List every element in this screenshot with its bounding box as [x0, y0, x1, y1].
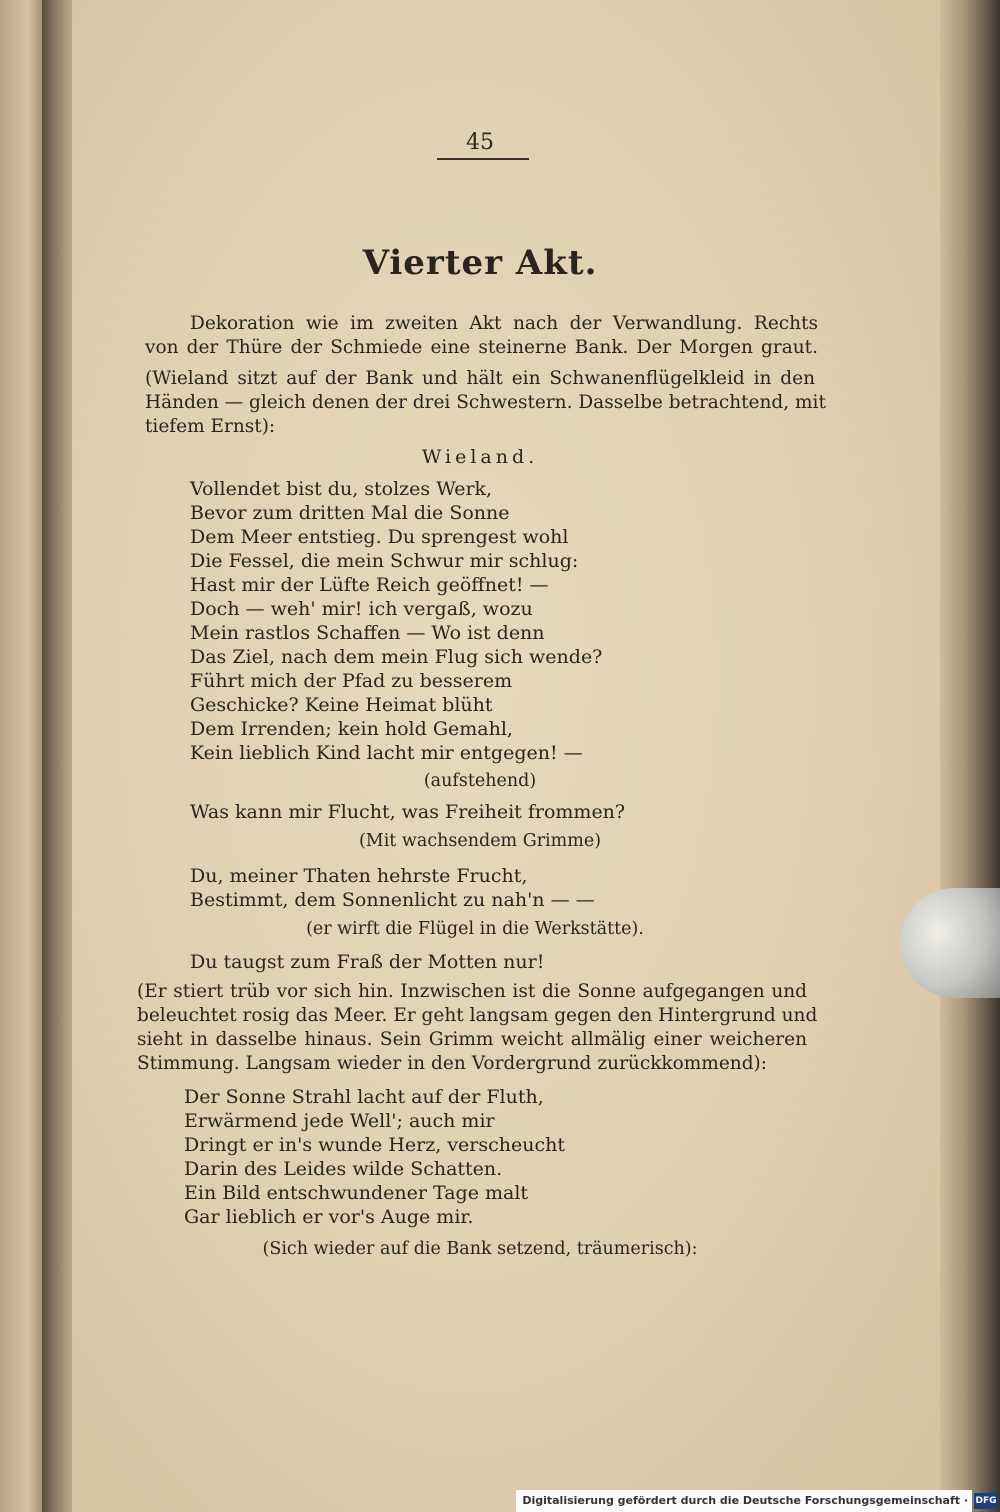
verse-line: Bestimmt, dem Sonnenlicht zu nah'n — — — [190, 889, 595, 911]
verse-line: Geschicke? Keine Heimat blüht — [190, 694, 493, 716]
stage-action-line: beleuchtet rosig das Meer. Er geht langsam gegen den Hintergrund und — [137, 1005, 818, 1026]
verse-line: Kein lieblich Kind lacht mir entgegen! — — [190, 742, 583, 764]
stage-action-line: sieht in dasselbe hinaus. Sein Grimm weicht allmälig einer weicheren — [137, 1029, 807, 1050]
stage-action-line: tiefem Ernst): — [145, 416, 276, 437]
dfg-logo: DFG — [974, 1493, 998, 1509]
page-stack-edge — [940, 0, 1000, 1512]
stage-action-line: (Wieland sitzt auf der Bank und hält ein Schwanenflügelkleid in den — [145, 368, 815, 389]
credit-text: Digitalisierung gefördert durch die Deutsche Forschungsgemeinschaft · — [522, 1494, 968, 1507]
stage-direction: (aufstehend) — [423, 771, 537, 791]
stage-direction: (Sich wieder auf die Bank setzend, träumerisch): — [262, 1239, 698, 1259]
verse-line: Dem Meer entstieg. Du sprengest wohl — [190, 526, 569, 548]
page-number: 45 — [466, 130, 494, 155]
stage-action-line: (Er stiert trüb vor sich hin. Inzwischen ist die Sonne aufgegangen und — [137, 981, 807, 1002]
verse-line: Du taugst zum Fraß der Motten nur! — [190, 951, 545, 973]
verse-line: Ein Bild entschwundener Tage malt — [184, 1182, 529, 1204]
digitization-credit — [516, 1490, 972, 1512]
stage-action-line: Händen — gleich denen der drei Schwestern. Dasselbe betrachtend, mit — [145, 392, 826, 413]
verse-line: Mein rastlos Schaffen — Wo ist denn — [190, 622, 545, 644]
verse-line: Hast mir der Lüfte Reich geöffnet! — — [190, 574, 549, 596]
stage-direction: (er wirft die Flügel in die Werkstätte). — [306, 919, 644, 939]
page-number-rule — [437, 158, 529, 160]
verse-line: Erwärmend jede Well'; auch mir — [184, 1110, 495, 1132]
verse-line: Der Sonne Strahl lacht auf der Fluth, — [184, 1086, 544, 1108]
verse-line: Vollendet bist du, stolzes Werk, — [190, 478, 493, 500]
verse-line: Darin des Leides wilde Schatten. — [184, 1158, 503, 1180]
verse-line: Dringt er in's wunde Herz, verscheucht — [184, 1134, 566, 1156]
act-title: Vierter Akt. — [362, 243, 598, 283]
stage-intro-line: Dekoration wie im zweiten Akt nach der Verwandlung. Rechts — [190, 313, 818, 334]
verse-line: Das Ziel, nach dem mein Flug sich wende? — [190, 646, 603, 668]
verse-line: Was kann mir Flucht, was Freiheit frommen? — [190, 801, 626, 823]
verse-line: Führt mich der Pfad zu besserem — [190, 670, 513, 692]
page-holder-clip — [900, 888, 1000, 998]
verse-line: Du, meiner Thaten hehrste Frucht, — [190, 865, 528, 887]
verse-line: Bevor zum dritten Mal die Sonne — [190, 502, 510, 524]
verse-line: Dem Irrenden; kein hold Gemahl, — [190, 718, 513, 740]
verse-line: Gar lieblich er vor's Auge mir. — [184, 1206, 474, 1228]
verse-line: Die Fessel, die mein Schwur mir schlug: — [190, 550, 579, 572]
verse-line: Doch — weh' mir! ich vergaß, wozu — [190, 598, 533, 620]
stage-direction: (Mit wachsendem Grimme) — [358, 831, 602, 851]
speaker-name: Wieland. — [421, 446, 539, 468]
stage-intro-line: von der Thüre der Schmiede eine steinerne Bank. Der Morgen graut. — [145, 337, 818, 358]
stage-action-line: Stimmung. Langsam wieder in den Vordergrund zurückkommend): — [137, 1053, 767, 1074]
